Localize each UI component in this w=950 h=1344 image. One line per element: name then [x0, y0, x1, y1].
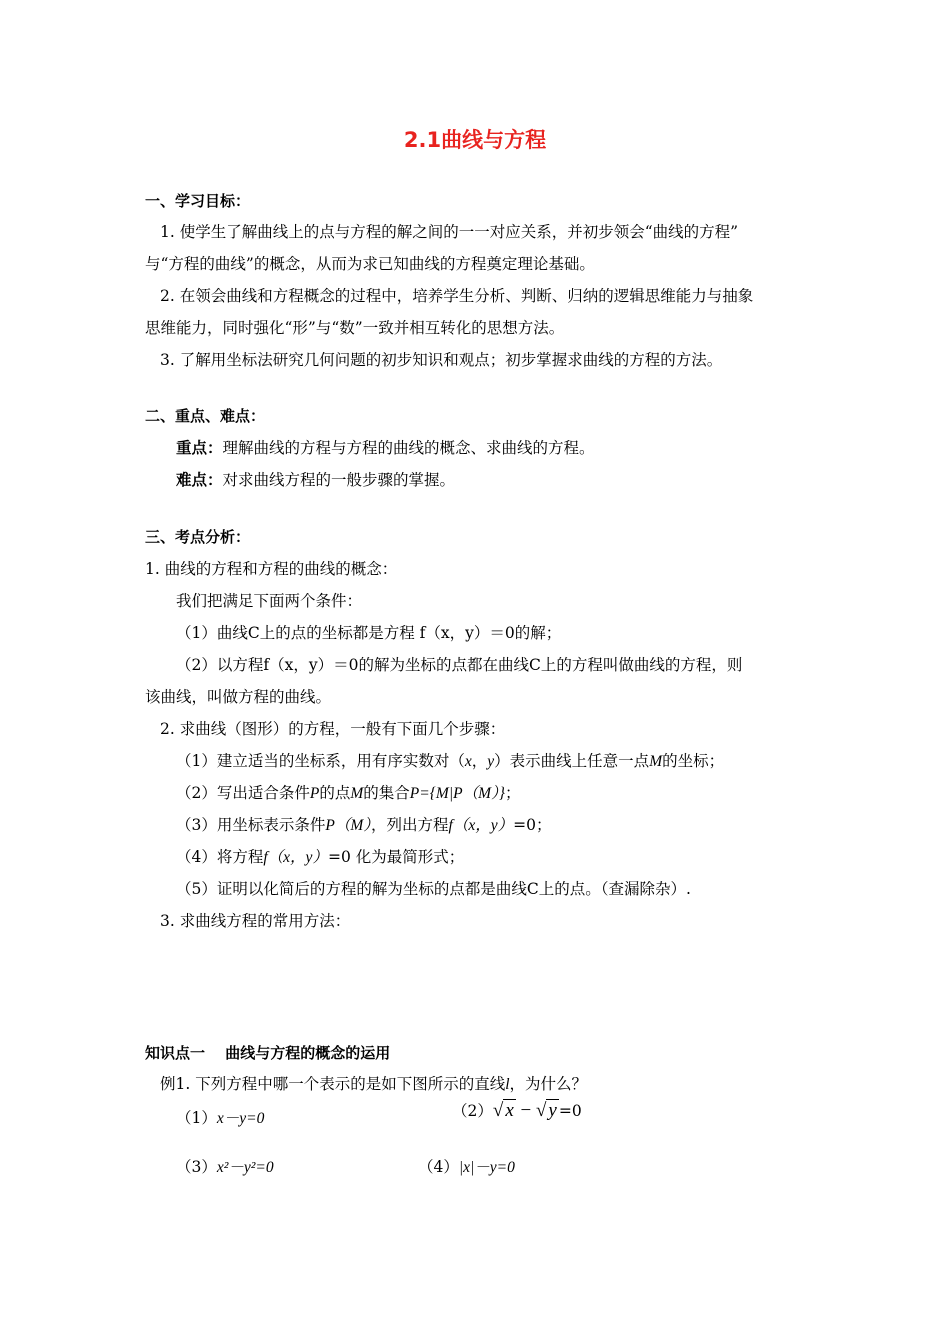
step-2-set-expression: P={M|P（M）}: [409, 785, 505, 802]
page-title: 2.1曲线与方程: [403, 128, 547, 152]
difficulty-text: 对求曲线方程的一般步骤的掌握。: [222, 471, 456, 489]
option-3: [176, 1156, 274, 1179]
methods-title: 3. 求曲线方程的常用方法：: [160, 912, 351, 930]
difficulty-line: [176, 469, 455, 491]
steps-title: 2. 求曲线（图形）的方程，一般有下面几个步骤：: [160, 720, 506, 738]
step-3-function: f（x，y）: [448, 817, 514, 834]
option-4: [418, 1156, 515, 1179]
step-4-text-b: =0 化为最简形式；: [327, 848, 465, 866]
step-2-text-a: （2）写出适合条件: [176, 784, 310, 802]
goal-item-1-line2: 与“方程的曲线”的概念，从而为求已知曲线的方程奠定理论基础。: [145, 255, 595, 273]
sqrt-x-expression: √ x: [492, 1100, 514, 1121]
step-1-text-a: （1）建立适当的坐标系，用有序实数对（: [176, 752, 465, 770]
key-point-line: [176, 437, 595, 459]
key-point-label: 重点：: [176, 439, 223, 457]
step-1-text-c: ）表示曲线上任意一点: [494, 752, 650, 770]
concept-title: 1. 曲线的方程和方程的曲线的概念：: [145, 560, 398, 578]
goal-item-3: 3. 了解用坐标法研究几何问题的初步知识和观点；初步掌握求曲线的方程的方法。: [160, 351, 723, 369]
step-1: [176, 750, 724, 773]
example-1-text-b: ，为什么？: [509, 1075, 588, 1093]
option-2-minus: −: [515, 1100, 536, 1121]
knowledge-point-heading: 知识点一 曲线与方程的概念的运用: [145, 1044, 391, 1062]
step-1-text-d: 的坐标；: [662, 752, 725, 770]
section-heading-analysis: 三、考点分析：: [145, 528, 251, 546]
concept-condition-2-line2: 该曲线，叫做方程的曲线。: [145, 688, 332, 706]
option-3-label: （3）: [176, 1158, 217, 1176]
sqrt-y-radicand: y: [548, 1100, 557, 1121]
step-3-text-b: ，列出方程: [371, 816, 449, 834]
step-3-condition: P（M）: [325, 817, 372, 834]
example-1-line-l: l: [505, 1076, 510, 1093]
sqrt-y-expression: √ y: [535, 1100, 557, 1121]
step-2-var-p: P: [309, 785, 320, 802]
goal-item-2-line2: 思维能力，同时强化“形”与“数”一致并相互转化的思想方法。: [145, 319, 565, 337]
goal-item-2-line1: 2. 在领会曲线和方程概念的过程中，培养学生分析、判断、归纳的逻辑思维能力与抽象: [160, 287, 754, 305]
difficulty-label: 难点：: [176, 471, 223, 489]
step-5: （5）证明以化简后的方程的解为坐标的点都是曲线C上的点。（查漏除杂）.: [176, 880, 691, 898]
step-1-comma: ，: [471, 752, 488, 770]
example-1-text-a: 例1. 下列方程中哪一个表示的是如下图所示的直线: [160, 1075, 506, 1093]
option-2-label: （2）: [452, 1102, 493, 1120]
step-2-var-m: M: [350, 785, 364, 802]
step-4-function: f（x，y）: [263, 849, 328, 866]
section-heading-goals: 一、学习目标：: [145, 192, 251, 210]
example-1-question: [160, 1073, 587, 1096]
step-1-var-x: x: [464, 753, 472, 770]
concept-condition-2-line1: （2）以方程f（x，y）＝0的解为坐标的点都在曲线C上的方程叫做曲线的方程，则: [176, 656, 743, 674]
option-4-expression: |x|－y=0: [458, 1159, 515, 1176]
step-3: [176, 814, 551, 837]
step-3-text-c: =0；: [513, 816, 552, 834]
section-heading-key-points: 二、重点、难点：: [145, 407, 266, 425]
step-2-text-d: ；: [504, 784, 521, 802]
step-4: [176, 846, 464, 869]
option-2: [452, 1100, 582, 1122]
option-1-label: （1）: [176, 1109, 217, 1127]
option-1-expression: x－y=0: [216, 1110, 265, 1127]
sqrt-x-radicand: x: [505, 1100, 514, 1121]
step-2: [176, 782, 520, 805]
step-2-text-b: 的点: [319, 784, 351, 802]
goal-item-1-line1: 1. 使学生了解曲线上的点与方程的解之间的一一对应关系，并初步领会“曲线的方程”: [160, 223, 739, 241]
option-4-label: （4）: [418, 1158, 459, 1176]
step-4-text-a: （4）将方程: [176, 848, 264, 866]
option-2-tail: =0: [558, 1102, 582, 1120]
concept-intro: 我们把满足下面两个条件：: [176, 592, 363, 610]
key-point-text: 理解曲线的方程与方程的曲线的概念、求曲线的方程。: [222, 439, 595, 457]
option-1: [176, 1107, 264, 1130]
step-2-text-c: 的集合: [363, 784, 410, 802]
step-3-text-a: （3）用坐标表示条件: [176, 816, 326, 834]
concept-condition-1: （1）曲线C上的点的坐标都是方程 f（x，y）＝0的解；: [176, 624, 562, 642]
step-1-var-y: y: [487, 753, 495, 770]
step-1-var-m: M: [649, 753, 663, 770]
option-3-expression: x²－y²=0: [216, 1159, 274, 1176]
